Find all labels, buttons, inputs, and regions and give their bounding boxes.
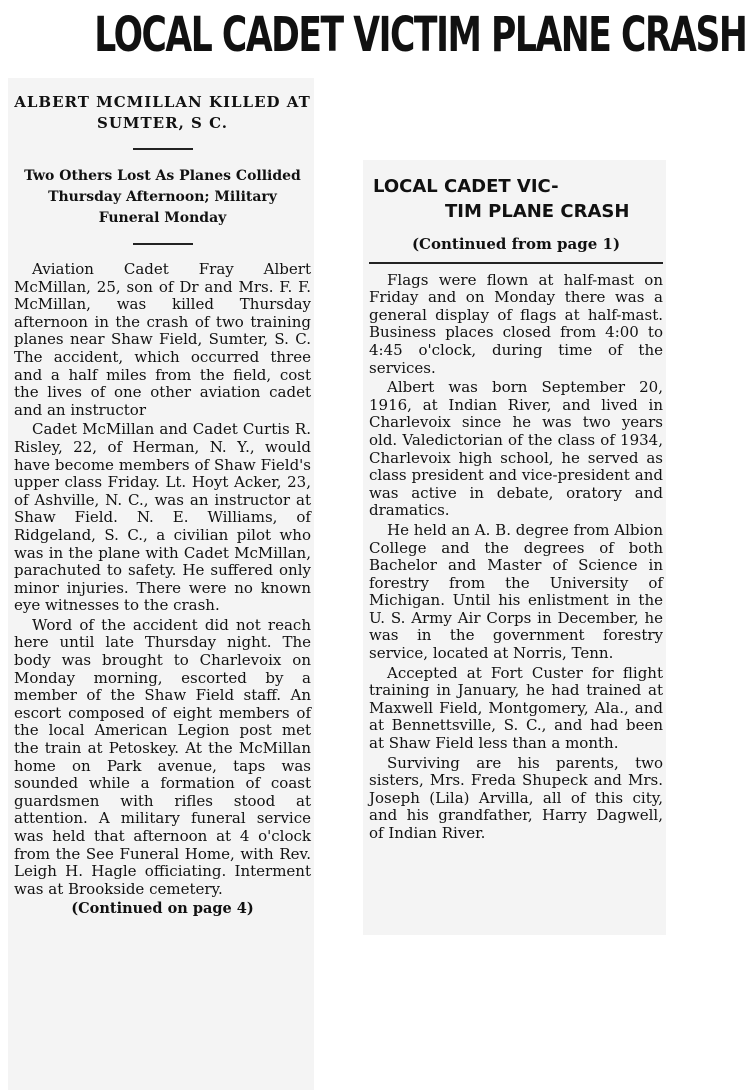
- article-paragraph: Accepted at Fort Custer for flight training in January, he had trained at Maxwell Field, Montgomery, Ala., and at Bennettsville, S. C., and had been at Shaw Field less than a month.: [369, 663, 663, 753]
- article-paragraph: Flags were flown at half-mast on Friday and on Monday there was a general display of flags at half-mast. Business places closed from 4:00 to 4:45 o'clock, during time of the services.: [369, 270, 663, 377]
- continuation-headline-line1: LOCAL CADET VIC-: [373, 176, 559, 197]
- deck-divider: [133, 243, 193, 245]
- continuation-headline: [369, 160, 663, 224]
- article-paragraph: Albert was born September 20, 1916, at Indian River, and lived in Charlevoix since he was two years old. Valedictorian of the class of 1934, Charlevoix high school, he served as class president and vice-president and was active in debate, oratory and dramatics.: [369, 378, 663, 520]
- article-paragraph: He held an A. B. degree from Albion College and the degrees of both Bachelor and Master of Science in forestry from the University of Michigan. Until his enlistment in the U. S. Army Air Corps in December, he was in the government forestry service, located at Norris, Tenn.: [369, 520, 663, 663]
- continued-on-note: (Continued on page 4): [71, 900, 254, 918]
- continuation-headline-line2: TIM PLANE CRASH: [445, 201, 630, 222]
- continuation-divider: [369, 262, 663, 264]
- continued-from-note: (Continued from page 1): [411, 235, 621, 253]
- article-paragraph: Cadet McMillan and Cadet Curtis R. Risley, 22, of Herman, N. Y., would have become members of Shaw Field's upper class Friday. Lt. Hoyt Acker, 23, of Ashville, N. C., was an instructor at Shaw Field. N. E. Williams, of Ridgeland, S. C., a civilian pilot who was in the plane with Cadet McMillan, parachuted to safety. He suffered only minor injuries. There were no known eye witnesses to the crash.: [14, 420, 311, 615]
- headline: LOCAL CADET VICTIM PLANE CRASH: [94, 7, 746, 63]
- article-left-column: [8, 78, 314, 1090]
- article-paragraph: Aviation Cadet Fray Albert McMillan, 25, son of Dr and Mrs. F. F. McMillan, was killed Thursday afternoon in the crash of two training planes near Shaw Field, Sumter, S. C. The accident, which occurred three and a half miles from the field, cost the lives of one other aviation cadet and an instructor: [14, 260, 311, 419]
- article-paragraph: Word of the accident did not reach here until late Thursday night. The body was brought to Charlevoix on Monday morning, escorted by a member of the Shaw Field staff. An escort composed of eight members of the local American Legion post met the train at Petoskey. At the McMillan home on Park avenue, taps was sounded while a formation of coast guardsmen with rifles stood at attention. A military funeral service was held that afternoon at 4 o'clock from the See Funeral Home, with Rev. Leigh H. Hagle officiating. Interment was at Brookside cemetery.: [14, 615, 311, 898]
- article-deck-secondary: Two Others Lost As Planes Collided Thursday Afternoon; Military Funeral Monday: [24, 168, 301, 226]
- article-paragraph: Surviving are his parents, two sisters, Mrs. Freda Shupeck and Mrs. Joseph (Lila) Arvilla, all of this city, and his grandfather, Harry Dagwell, of Indian River.: [369, 753, 663, 842]
- article-right-column: [363, 160, 666, 935]
- deck-divider: [133, 148, 193, 150]
- article-deck-primary: ALBERT MCMILLAN KILLED AT SUMTER, S C.: [14, 93, 311, 132]
